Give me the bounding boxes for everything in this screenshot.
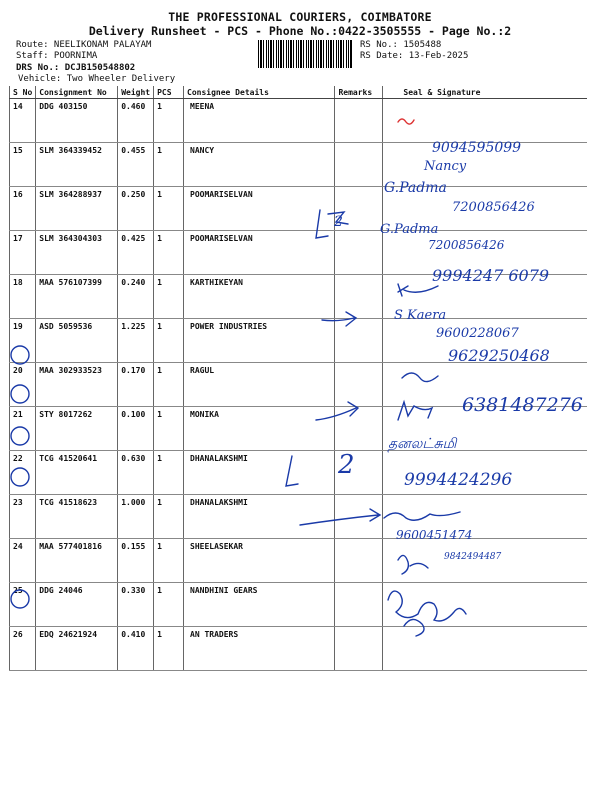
sno-cell: 14 [10,99,36,143]
sno-cell: 26 [10,627,36,671]
sno-cell: 15 [10,143,36,187]
pcs-cell: 1 [154,583,184,627]
signature-stroke-26b [404,619,424,636]
route-text: Route: NEELIKONAM PALAYAM [16,40,152,50]
consignee-cell: MONIKA [184,407,335,451]
pcs-cell: 1 [154,539,184,583]
pcs-cell: 1 [154,143,184,187]
consignment-cell: DDG 24046 [36,583,118,627]
weight-cell: 1.000 [118,495,154,539]
consignee-cell: NANCY [184,143,335,187]
consignee-cell: AN TRADERS [184,627,335,671]
drs-number: DRS No.: DCJB150548802 [16,63,136,73]
arrow-21 [316,402,358,420]
handwritten-phone-15: 9094595099 [432,140,522,156]
pcs-cell: 1 [154,187,184,231]
consignment-cell: EDQ 24621924 [36,627,118,671]
arrow-24 [300,509,380,525]
sno-cell: 17 [10,231,36,275]
bracket-mark-17 [316,210,348,238]
signature-stroke-20 [402,373,438,382]
consignment-cell: MAA 576107399 [36,275,118,319]
weight-cell: 0.330 [118,583,154,627]
sno-cell: 20 [10,363,36,407]
col-header-weight: Weight [118,86,154,99]
handwritten-mark-23: 2 [338,450,355,480]
weight-cell: 0.250 [118,187,154,231]
signature-stroke-21 [398,402,432,420]
circle-mark-21 [11,385,29,403]
scribble-mark [398,119,414,124]
sno-cell: 23 [10,495,36,539]
pcs-cell: 1 [154,275,184,319]
handwritten-mark-17: 2 [334,214,343,230]
consignee-cell: POWER INDUSTRIES [184,319,335,363]
arrow-19 [322,312,356,326]
circle-mark-20 [11,346,29,364]
sno-cell: 22 [10,451,36,495]
weight-cell: 0.630 [118,451,154,495]
weight-cell: 0.240 [118,275,154,319]
sno-cell: 16 [10,187,36,231]
consignment-cell: DDG 403150 [36,99,118,143]
consignment-cell: ASD 5059536 [36,319,118,363]
weight-cell: 0.425 [118,231,154,275]
handwritten-phone-18: 9994247 6079 [432,266,550,285]
consignee-cell: RAGUL [184,363,335,407]
signature-stroke-26 [388,591,466,621]
pcs-cell: 1 [154,319,184,363]
weight-cell: 0.100 [118,407,154,451]
col-header-remarks: Remarks [335,86,383,99]
pcs-cell: 1 [154,231,184,275]
bracket-mark-23 [286,456,298,486]
sno-cell: 18 [10,275,36,319]
circle-mark-23 [11,468,29,486]
consignee-cell: POOMARISELVAN [184,231,335,275]
consignment-cell: MAA 302933523 [36,363,118,407]
consignee-cell: SHEELASEKAR [184,539,335,583]
company-title: THE PROFESSIONAL COURIERS, COIMBATORE [168,10,432,24]
pcs-cell: 1 [154,363,184,407]
consignment-cell: STY 8017262 [36,407,118,451]
handwritten-phone-16: 7200856426 [452,200,535,215]
sno-cell: 21 [10,407,36,451]
consignment-cell: SLM 364304303 [36,231,118,275]
weight-cell: 0.155 [118,539,154,583]
consignee-cell: MEENA [184,99,335,143]
col-header-sno: S No [10,86,36,99]
runsheet-subtitle: Delivery Runsheet - PCS - Phone No.:0422-3505555 - Page No.:2 [88,24,512,38]
weight-cell: 0.455 [118,143,154,187]
circle-mark-26 [11,590,29,608]
consignee-cell: DHANALAKSHMI [184,451,335,495]
col-header-consignee: Consignee Details [184,86,335,99]
weight-cell: 0.170 [118,363,154,407]
rs-number: RS No.: 1505488 [360,40,442,50]
consignee-cell: NANDHINI GEARS [184,583,335,627]
sno-cell: 24 [10,539,36,583]
handwritten-phone-21: 6381487276 [462,394,583,416]
col-header-pcs: PCS [154,86,184,99]
signature-stroke-25 [398,555,428,574]
col-header-consignment: Consignment No [36,86,118,99]
handwritten-name-16: G.Padma [384,180,447,196]
handwritten-name-15: Nancy [424,159,467,174]
consignee-cell: DHANALAKSHMI [184,495,335,539]
pcs-cell: 1 [154,99,184,143]
handwritten-name-19: S Kaera [394,308,447,323]
rs-date: RS Date: 13-Feb-2025 [360,51,469,61]
consignee-cell: POOMARISELVAN [184,187,335,231]
staff-text: Staff: POORNIMA [16,51,98,61]
handwritten-phone-19: 9600228067 [436,326,519,341]
pcs-cell: 1 [154,451,184,495]
vehicle-text: Vehicle: Two Wheeler Delivery [18,74,176,84]
handwritten-name-22: தனலட்சுமி [388,436,457,452]
signature-stroke-24 [384,512,460,520]
consignment-cell: TCG 41518623 [36,495,118,539]
consignee-cell: KARTHIKEYAN [184,275,335,319]
handwritten-phone-23: 9994424296 [404,470,513,490]
sno-cell: 25 [10,583,36,627]
pcs-cell: 1 [154,495,184,539]
weight-cell: 0.410 [118,627,154,671]
pcs-cell: 1 [154,407,184,451]
handwritten-phone-24: 9600451474 [396,528,473,542]
handwritten-phone-17: 7200856426 [428,238,505,252]
circle-mark-22 [11,427,29,445]
consignment-cell: MAA 577401816 [36,539,118,583]
col-header-signature: Seal & Signature [383,86,587,99]
handwritten-phone-20: 9629250468 [448,346,550,365]
consignment-cell: TCG 41520641 [36,451,118,495]
weight-cell: 0.460 [118,99,154,143]
handwritten-name-17: G.Padma [380,222,439,237]
handwritten-phone-25: 9842494487 [444,552,502,562]
weight-cell: 1.225 [118,319,154,363]
pcs-cell: 1 [154,627,184,671]
consignment-cell: SLM 364339452 [36,143,118,187]
consignment-cell: SLM 364288937 [36,187,118,231]
signature-stroke-18 [398,284,438,296]
sno-cell: 19 [10,319,36,363]
